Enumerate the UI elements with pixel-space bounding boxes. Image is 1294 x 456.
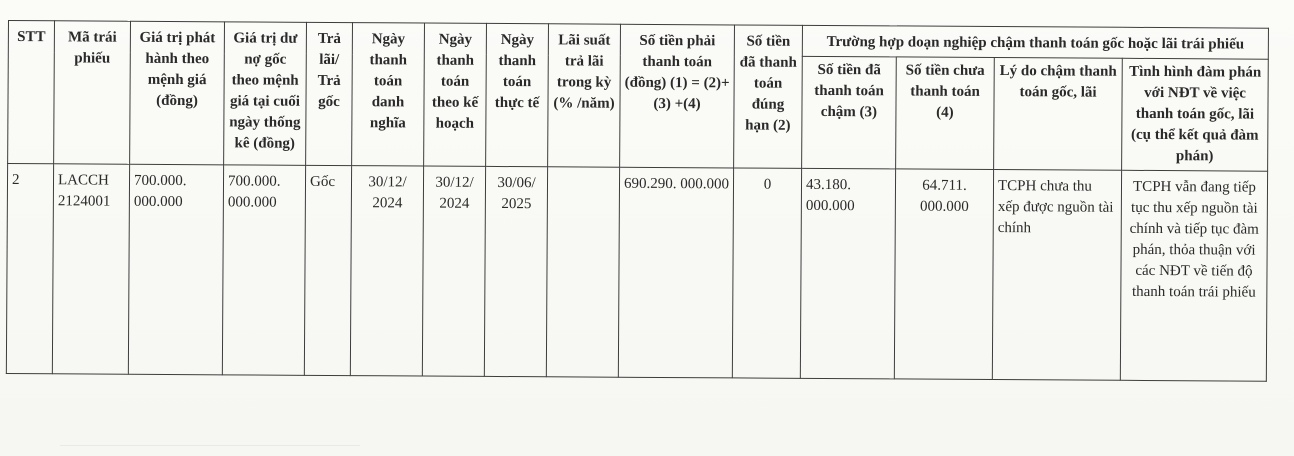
cell-bond-code: LACCH 2124001 <box>52 164 129 374</box>
cell-outstanding-value: 700.000. 000.000 <box>222 165 305 375</box>
cell-issue-value: 700.000. 000.000 <box>128 164 223 375</box>
col-header-planned-date: Ngày thanh toán theo kế hoạch <box>424 23 487 166</box>
col-header-late-reason: Lý do chậm thanh toán gốc, lãi <box>994 58 1123 171</box>
cell-stt: 2 <box>6 164 53 374</box>
cell-late-reason: TCPH chưa thu xếp được nguồn tài chính <box>992 170 1121 381</box>
cell-paid-late: 43.180. 000.000 <box>800 168 895 379</box>
col-group-header-late-payment: Trường hợp doạn nghiệp chậm thanh toán gốc hoặc lãi trái phiếu <box>802 25 1268 59</box>
cell-interest-rate <box>546 167 619 377</box>
col-header-stt: STT <box>8 21 55 164</box>
col-header-unpaid: Số tiền chưa thanh toán (4) <box>896 57 995 170</box>
col-header-nominal-date: Ngày thanh toán danh nghĩa <box>352 23 425 166</box>
table-row <box>6 164 1267 382</box>
col-header-negotiation-status: Tình hình đàm phán với NĐT về việc thanh toán gốc, lãi (cụ thể kết quả đàm phán) <box>1122 58 1269 171</box>
cell-paid-on-time: 0 <box>732 168 801 378</box>
col-header-payment-type: Trả lãi/ Trả gốc <box>306 22 353 165</box>
col-header-actual-date: Ngày thanh toán thực tế <box>486 23 549 166</box>
cell-nominal-date: 30/12/ 2024 <box>350 166 423 376</box>
bond-payment-table <box>6 20 1269 382</box>
scan-artifact <box>60 445 360 446</box>
cell-negotiation-status: TCPH vẫn đang tiếp tục thu xếp nguồn tài chính và tiếp tục đàm phán, thỏa thuận với các NĐT về tiến độ thanh toán trái phiếu <box>1120 170 1267 381</box>
col-header-bond-code: Mã trái phiếu <box>54 21 131 164</box>
col-header-issue-value: Giá trị phát hành theo mệnh giá (đồng) <box>130 21 225 165</box>
col-header-paid-on-time: Số tiền đã thanh toán đúng hạn (2) <box>734 25 803 168</box>
cell-payment-type: Gốc <box>304 165 351 375</box>
cell-actual-date: 30/06/ 2025 <box>484 166 547 376</box>
cell-unpaid: 64.711. 000.000 <box>894 169 993 380</box>
col-header-interest-rate: Lãi suất trả lãi trong kỳ (% /năm) <box>548 24 621 167</box>
header-row <box>8 21 1268 60</box>
cell-amount-due: 690.290. 000.000 <box>618 167 733 378</box>
col-header-outstanding-value: Giá trị dư nợ gốc theo mệnh giá tại cuối ngày thống kê (đồng) <box>224 22 307 165</box>
col-header-paid-late: Số tiền đã thanh toán chậm (3) <box>802 56 897 169</box>
cell-planned-date: 30/12/ 2024 <box>422 166 485 376</box>
col-header-amount-due: Số tiền phải thanh toán (đồng) (1) = (2)+(3) +(4) <box>620 24 735 168</box>
